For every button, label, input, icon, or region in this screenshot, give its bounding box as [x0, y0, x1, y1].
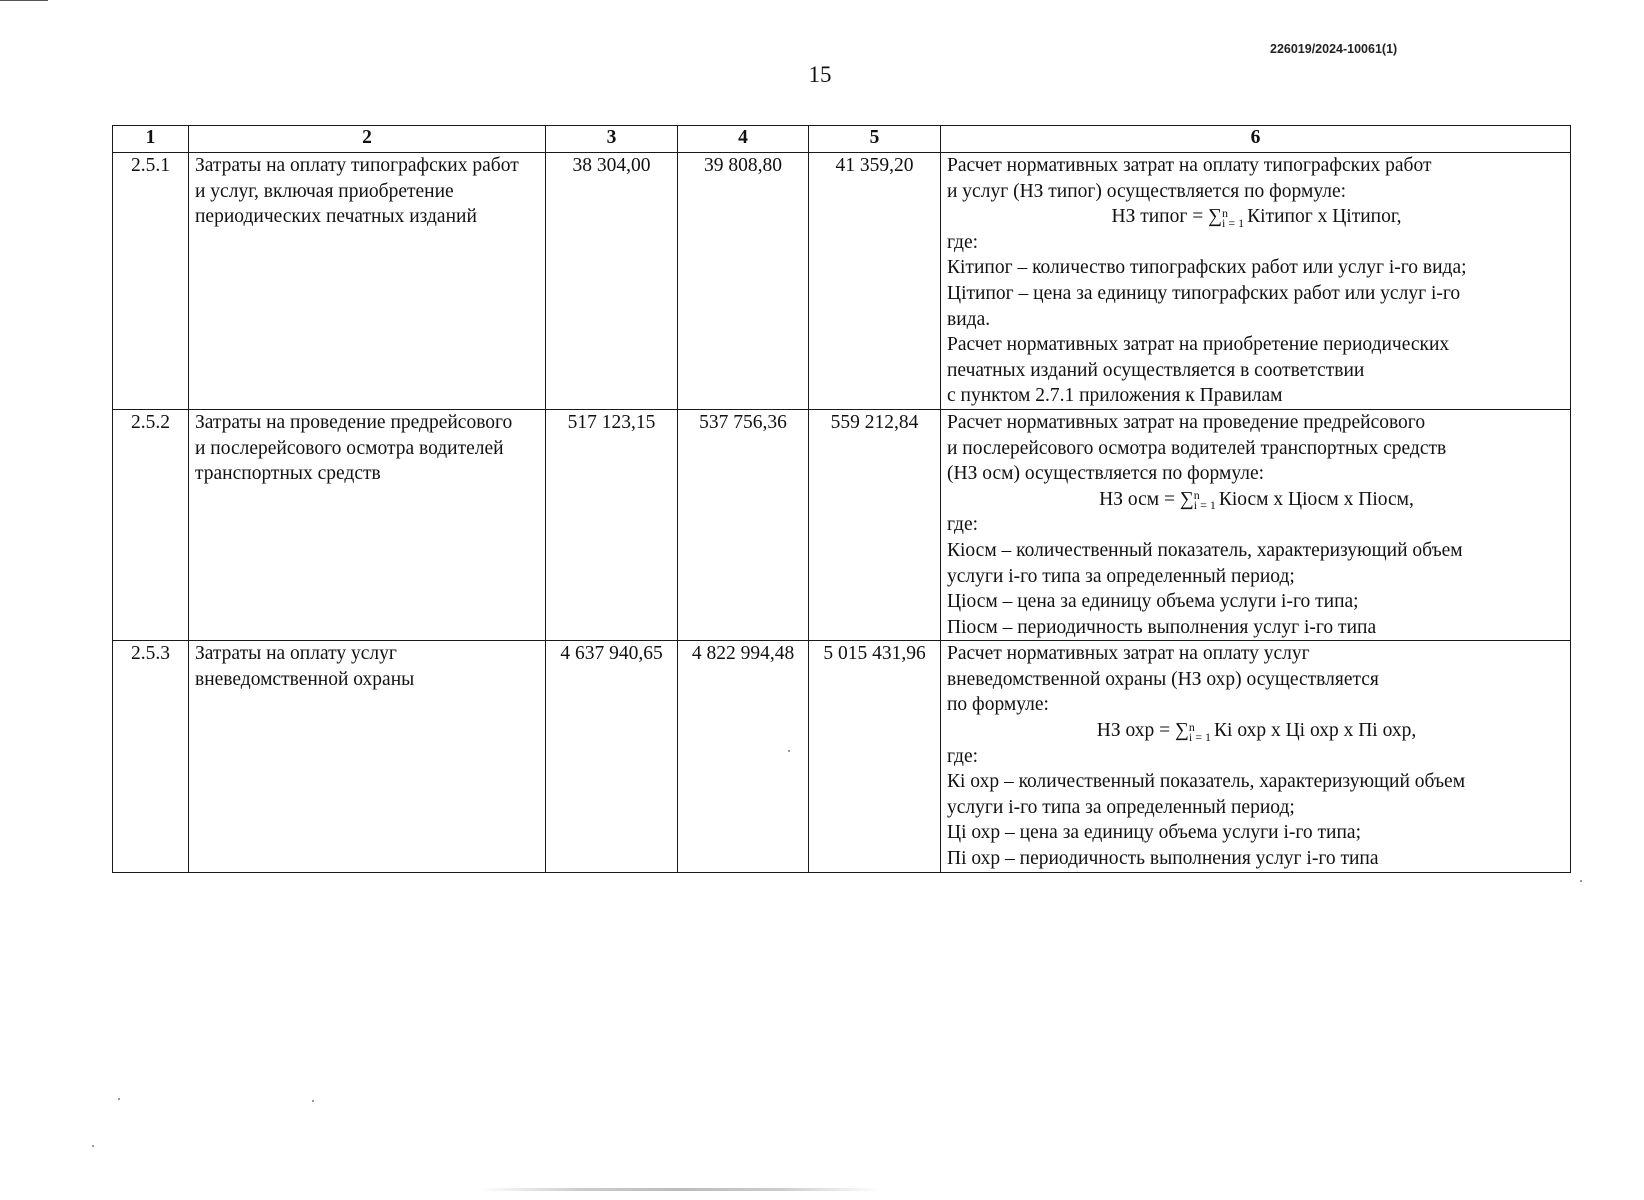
row-description	[941, 153, 1571, 410]
desc-line: Кітипог – количество типографских работ или услуг і-го вида;	[947, 257, 1467, 279]
value-col-3: 38 304,00	[546, 153, 678, 410]
formula-left: НЗ типог = ∑	[1111, 206, 1223, 228]
column-header: 3	[546, 126, 678, 153]
column-header: 5	[809, 126, 941, 153]
desc-line: Кіосм – количественный показатель, характеризующий объем	[947, 539, 1463, 561]
scan-speck	[1580, 880, 1582, 882]
desc-line: где:	[947, 745, 979, 767]
desc-line: Расчет нормативных затрат на приобретение периодических	[947, 334, 1450, 356]
value-col-3: 4 637 940,65	[546, 641, 678, 872]
desc-line: Расчет нормативных затрат на проведение предрейсового	[947, 411, 1426, 433]
row-name	[189, 153, 546, 410]
desc-line: Расчет нормативных затрат на оплату услуг	[947, 643, 1310, 665]
row-code: 2.5.3	[113, 641, 189, 872]
sum-lower: i = 1	[1188, 729, 1212, 744]
formula	[947, 204, 1566, 230]
formula	[947, 487, 1566, 513]
sum-upper: n	[1222, 205, 1229, 220]
table-row	[113, 641, 1571, 872]
row-description	[941, 641, 1571, 872]
desc-line: и услуг (НЗ типог) осуществляется по формуле:	[947, 180, 1347, 202]
formula-right: Кі охр х Ці охр х Пі охр,	[1214, 720, 1417, 742]
desc-line: где:	[947, 231, 979, 253]
name-line: и послерейсового осмотра водителей	[195, 437, 504, 459]
formula-left: НЗ осм = ∑	[1099, 488, 1194, 510]
desc-line: печатных изданий осуществляется в соответствии	[947, 359, 1365, 381]
sum-limits	[1222, 205, 1245, 230]
column-header: 4	[678, 126, 809, 153]
name-line: транспортных средств	[195, 463, 381, 485]
desc-line: и послерейсового осмотра водителей транспортных средств	[947, 437, 1447, 459]
sum-upper: n	[1193, 488, 1200, 503]
desc-line: (НЗ осм) осуществляется по формуле:	[947, 463, 1265, 485]
name-line: и услуг, включая приобретение	[195, 180, 454, 202]
header-row	[113, 126, 1571, 153]
desc-line: Пі охр – периодичность выполнения услуг і-го типа	[947, 848, 1379, 870]
desc-line: с пунктом 2.7.1 приложения к Правилам	[947, 385, 1283, 407]
scan-footer-smudge	[480, 1188, 880, 1191]
scan-speck	[118, 1098, 120, 1100]
sum-lower: i = 1	[1222, 215, 1245, 230]
column-header: 6	[941, 126, 1571, 153]
desc-line: Цітипог – цена за единицу типографских работ или услуг і-го	[947, 282, 1461, 304]
formula-left: НЗ охр = ∑	[1096, 720, 1189, 742]
row-name	[189, 641, 546, 872]
name-line: вневедомственной охраны	[195, 668, 415, 690]
value-col-3: 517 123,15	[546, 409, 678, 640]
name-line: Затраты на оплату услуг	[195, 643, 397, 665]
desc-line: Ціосм – цена за единицу объема услуги і-го типа;	[947, 591, 1359, 613]
desc-line: по формуле:	[947, 694, 1049, 716]
name-line: Затраты на оплату типографских работ	[195, 155, 519, 176]
scan-corner-mark	[0, 0, 48, 1]
page-number: 15	[808, 62, 832, 87]
formula-right: Кітипог х Цітипог,	[1247, 206, 1402, 228]
value-col-5: 5 015 431,96	[809, 641, 941, 872]
column-header: 1	[113, 126, 189, 153]
sum-limits	[1193, 488, 1216, 513]
desc-line: Кі охр – количественный показатель, характеризующий объем	[947, 771, 1466, 793]
desc-line: Расчет нормативных затрат на оплату типографских работ	[947, 155, 1432, 176]
formula	[947, 718, 1566, 744]
value-col-4: 4 822 994,48	[678, 641, 809, 872]
cost-table	[112, 125, 1571, 873]
sum-limits	[1188, 719, 1212, 744]
row-description	[941, 409, 1571, 640]
row-name	[189, 409, 546, 640]
row-code: 2.5.1	[113, 153, 189, 410]
table-row	[113, 409, 1571, 640]
name-line: периодических печатных изданий	[195, 206, 477, 228]
sum-upper: n	[1188, 719, 1195, 734]
desc-line: услуги і-го типа за определенный период;	[947, 565, 1295, 587]
desc-line: услуги і-го типа за определенный период;	[947, 796, 1295, 818]
row-code: 2.5.2	[113, 409, 189, 640]
value-col-5: 41 359,20	[809, 153, 941, 410]
name-line: Затраты на проведение предрейсового	[195, 411, 513, 433]
column-header: 2	[189, 126, 546, 153]
document-id: 226019/2024-10061(1)	[1270, 42, 1398, 56]
table-row	[113, 153, 1571, 410]
desc-line: вида.	[947, 308, 991, 330]
desc-line: вневедомственной охраны (НЗ охр) осуществляется	[947, 668, 1379, 690]
sum-lower: i = 1	[1193, 498, 1216, 513]
value-col-5: 559 212,84	[809, 409, 941, 640]
scan-speck	[312, 1100, 314, 1102]
scan-speck	[788, 750, 790, 752]
value-col-4: 39 808,80	[678, 153, 809, 410]
scan-speck	[92, 1145, 94, 1147]
formula-right: Кіосм х Ціосм х Піосм,	[1218, 488, 1414, 510]
desc-line: Піосм – периодичность выполнения услуг і-го типа	[947, 616, 1377, 638]
desc-line: где:	[947, 514, 979, 536]
value-col-4: 537 756,36	[678, 409, 809, 640]
desc-line: Ці охр – цена за единицу объема услуги і-го типа;	[947, 822, 1361, 844]
